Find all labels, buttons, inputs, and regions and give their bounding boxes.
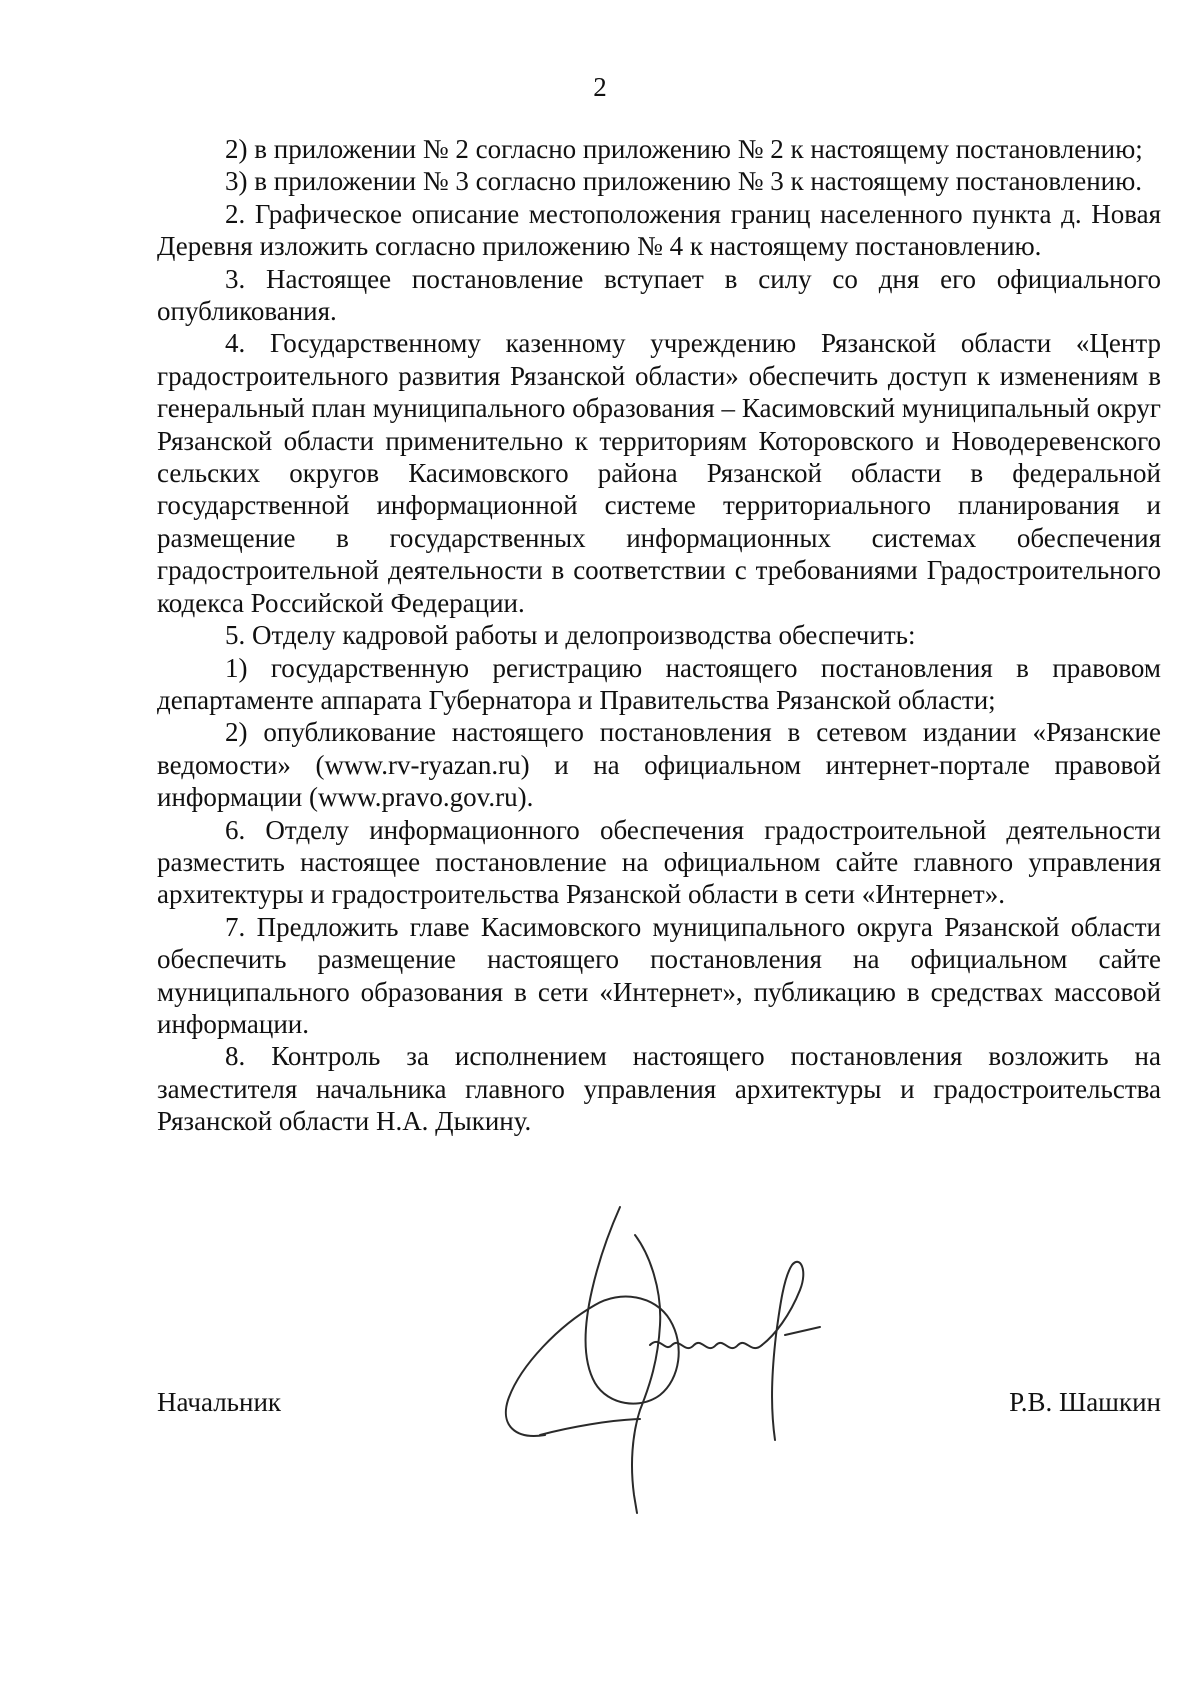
paragraph-8-control: 8. Контроль за исполнением настоящего постановления возложить на заместителя начальника главного управления архитектуры и градостроительства Рязанской области Н.А. Дыкину.: [157, 1041, 1161, 1137]
paragraph-item-3: 3) в приложении № 3 согласно приложению № 3 к настоящему постановлению.: [225, 166, 1143, 197]
paragraph-5-hr-department: 5. Отделу кадровой работы и делопроизводства обеспечить:: [225, 620, 916, 651]
signatory-title: Начальник: [157, 1387, 282, 1417]
signatory-name: Р.В. Шашкин: [1009, 1387, 1161, 1417]
document-body: [157, 133, 1161, 1138]
paragraph-2-graphic-description: 2. Графическое описание местоположения границ населенного пункта д. Новая Деревня изложить согласно приложению № 4 к настоящему постановлению.: [157, 198, 1161, 262]
paragraph-7-municipal-head: 7. Предложить главе Касимовского муниципального округа Рязанской области обеспечить размещение настоящего постановления на официальном сайте муниципального образования в сети «Интернет», публикацию в средствах массовой информации.: [157, 911, 1161, 1039]
paragraph-5-1-registration: 1) государственную регистрацию настоящего постановления в правовом департаменте аппарата Губернатора и Правительства Рязанской области;: [157, 652, 1161, 715]
signature-block: [157, 1387, 1161, 1427]
handwritten-signature: [500, 1195, 880, 1515]
paragraph-5-2-publication: 2) опубликование настоящего постановления в сетевом издании «Рязанские ведомости» (www.rv-ryazan.ru) и на официальном интернет-портале правовой информации (www.pravo.gov.ru).: [157, 717, 1161, 813]
page-number: 2: [593, 72, 607, 102]
paragraph-4-access: 4. Государственному казенному учреждению Рязанской области «Центр градостроительного развития Рязанской области» обеспечить доступ к изменениям в генеральный план муниципального образования – Касимовский муниципальный округ Рязанской области применительно к территориям Которовского и Новодеревенского сельских округов Касимовского района Рязанской области в федеральной государственной информационной системе территориального планирования и размещение в государственных информационных системах обеспечения градостроительной деятельности в соответствии с требованиями Градостроительного кодекса Российской Федерации.: [157, 328, 1161, 618]
paragraph-6-information-department: 6. Отделу информационного обеспечения градостроительной деятельности разместить настоящее постановление на официальном сайте главного управления архитектуры и градостроительства Рязанской области в сети «Интернет».: [157, 814, 1161, 910]
paragraph-item-2: 2) в приложении № 2 согласно приложению № 2 к настоящему постановлению;: [225, 134, 1143, 164]
paragraph-3-effective-date: 3. Настоящее постановление вступает в силу со дня его официального опубликования.: [157, 263, 1161, 327]
